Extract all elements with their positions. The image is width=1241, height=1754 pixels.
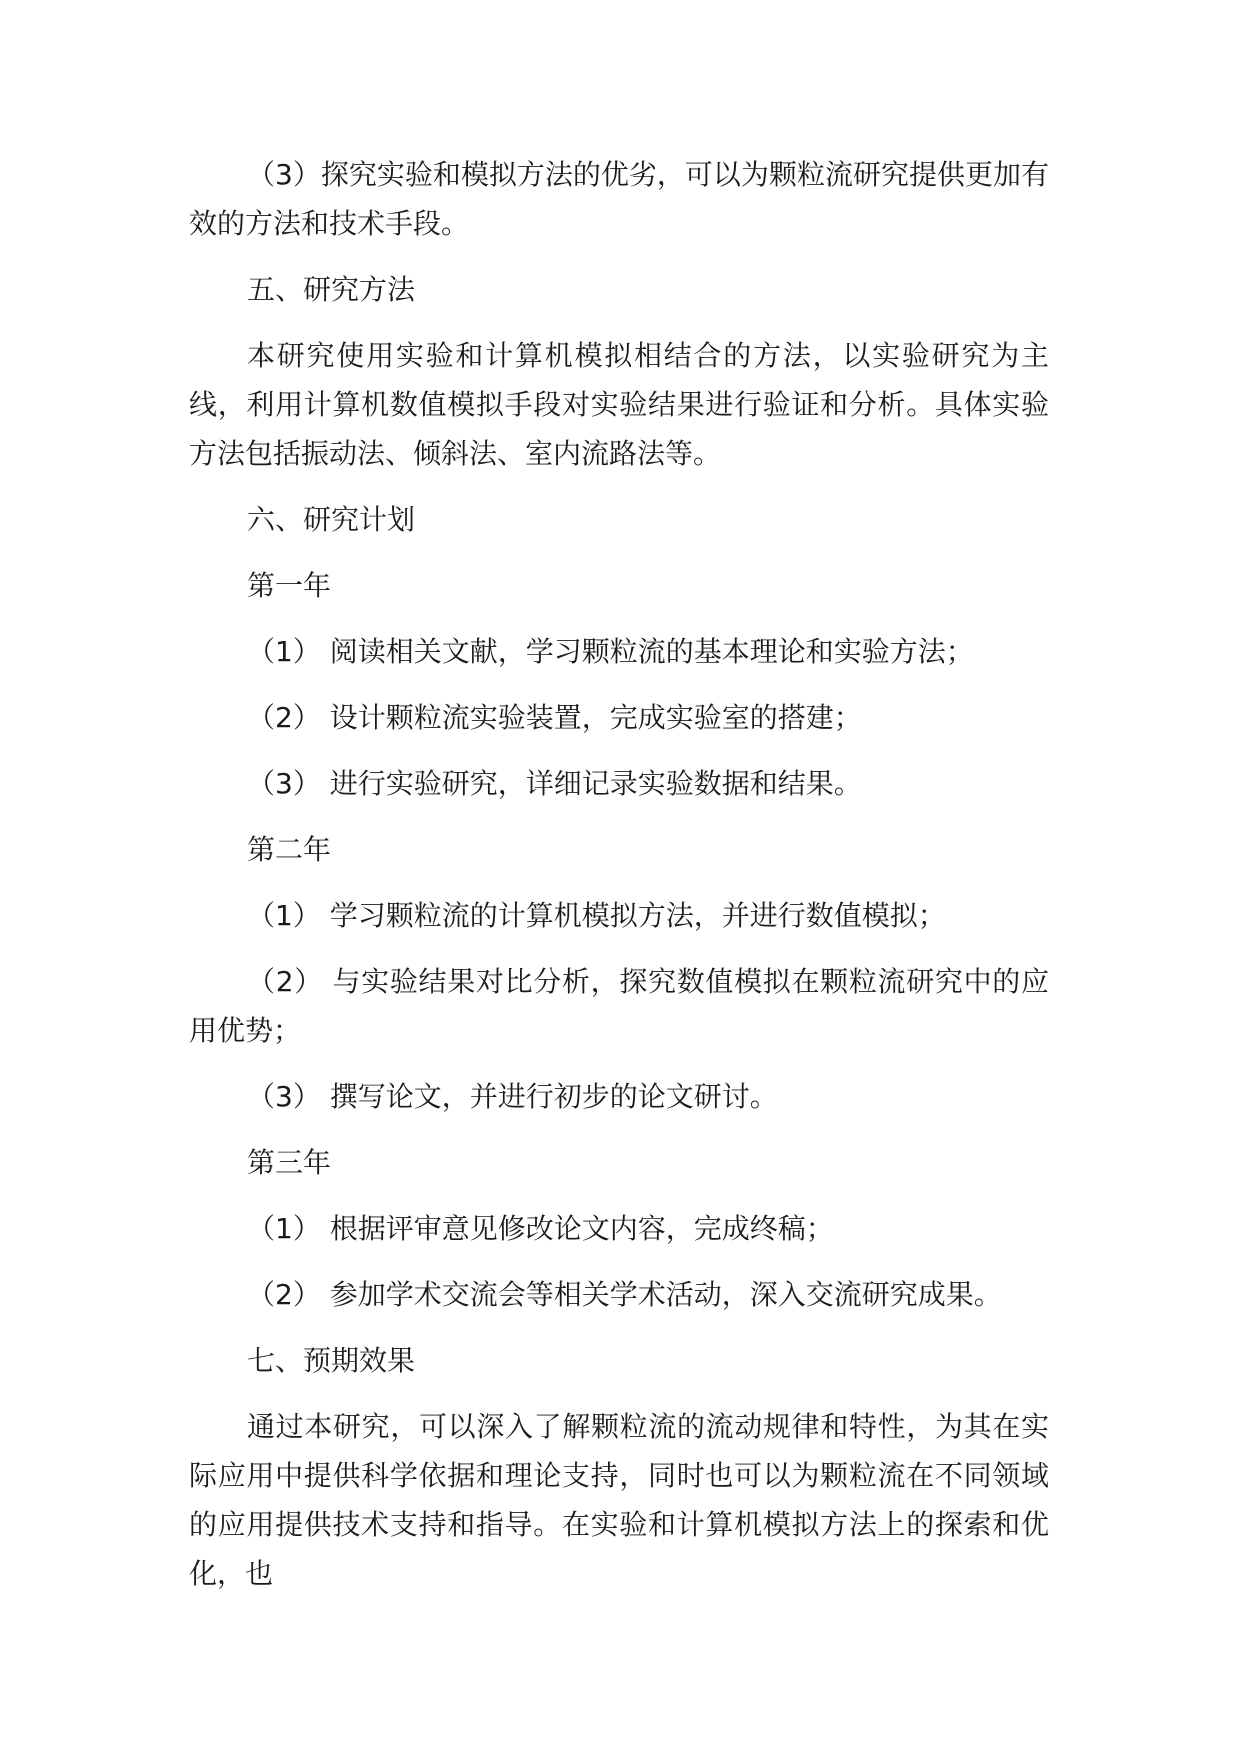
- list-item-year2-3: （3） 撰写论文，并进行初步的论文研讨。: [247, 1080, 778, 1113]
- heading-year-three: 第三年: [247, 1146, 332, 1179]
- list-item-year1-1: （1） 阅读相关文献，学习颗粒流的基本理论和实验方法；: [247, 635, 974, 668]
- document-body: [189, 150, 1049, 1615]
- list-item-year3-1: （1） 根据评审意见修改论文内容，完成终稿；: [247, 1212, 834, 1245]
- list-item-year2-1: （1） 学习颗粒流的计算机模拟方法，并进行数值模拟；: [247, 899, 946, 932]
- list-item-year2-2: （2） 与实验结果对比分析，探究数值模拟在颗粒流研究中的应用优势；: [189, 965, 1049, 1047]
- paragraph-research-methods: 本研究使用实验和计算机模拟相结合的方法，以实验研究为主线，利用计算机数值模拟手段对实验结果进行验证和分析。具体实验方法包括振动法、倾斜法、室内流路法等。: [189, 339, 1049, 470]
- heading-year-one: 第一年: [247, 569, 332, 602]
- heading-expected-results: 七、预期效果: [247, 1344, 416, 1377]
- heading-research-plan: 六、研究计划: [247, 503, 416, 536]
- list-item-year1-3: （3） 进行实验研究，详细记录实验数据和结果。: [247, 767, 862, 800]
- heading-year-two: 第二年: [247, 833, 332, 866]
- list-item-year1-2: （2） 设计颗粒流实验装置，完成实验室的搭建；: [247, 701, 862, 734]
- paragraph-expected-results: 通过本研究，可以深入了解颗粒流的流动规律和特性，为其在实际应用中提供科学依据和理论支持，同时也可以为颗粒流在不同领域的应用提供技术支持和指导。在实验和计算机模拟方法上的探索和优化，也: [189, 1410, 1049, 1590]
- paragraph-goal-3: （3）探究实验和模拟方法的优劣，可以为颗粒流研究提供更加有效的方法和技术手段。: [189, 158, 1049, 240]
- heading-research-methods: 五、研究方法: [247, 273, 416, 306]
- list-item-year3-2: （2） 参加学术交流会等相关学术活动，深入交流研究成果。: [247, 1278, 1002, 1311]
